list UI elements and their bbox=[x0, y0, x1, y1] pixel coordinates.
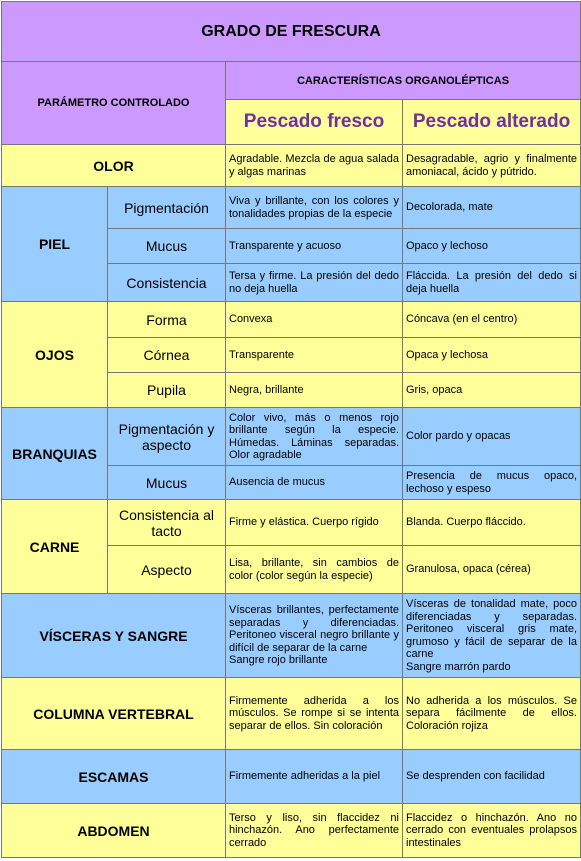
table-title: GRADO DE FRESCURA bbox=[2, 2, 581, 62]
cell-altered: Blanda. Cuerpo fláccido. bbox=[403, 500, 581, 546]
cell-altered: Fláccida. La presión del dedo si deja huella bbox=[403, 264, 581, 302]
cell-fresh: Convexa bbox=[226, 302, 403, 338]
table-row bbox=[2, 302, 581, 338]
cell-altered: Vísceras de tonalidad mate, poco diferenciadas y separadas. Peritoneo visceral gris mate, grumoso y fácil de separar de la carne Sangre marrón pardo bbox=[403, 594, 581, 678]
cell-altered: Granulosa, opaca (cérea) bbox=[403, 546, 581, 594]
cell-fresh: Terso y liso, sin flaccidez ni hinchazón. Ano perfectamente cerrado bbox=[226, 804, 403, 858]
cell-fresh: Transparente bbox=[226, 338, 403, 373]
subparam-pigmentacion: Pigmentación bbox=[108, 187, 226, 229]
cell-altered: Decolorada, mate bbox=[403, 187, 581, 229]
param-carne: CARNE bbox=[2, 500, 108, 594]
cell-altered: Presencia de mucus opaco, lechoso y espeso bbox=[403, 466, 581, 500]
param-columna-vertebral: COLUMNA VERTEBRAL bbox=[2, 678, 226, 750]
param-escamas: ESCAMAS bbox=[2, 750, 226, 804]
cell-fresh: Transparente y acuoso bbox=[226, 229, 403, 264]
cell-fresh: Vísceras brillantes, perfectamente separadas y diferenciadas. Peritoneo visceral negro brillante y difícil de separar de la carne Sangre rojo brillante bbox=[226, 594, 403, 678]
table-row bbox=[2, 408, 581, 466]
table-row bbox=[2, 678, 581, 750]
param-olor: OLOR bbox=[2, 145, 226, 187]
cell-fresh: Negra, brillante bbox=[226, 373, 403, 408]
table-row bbox=[2, 145, 581, 187]
table-row bbox=[2, 750, 581, 804]
cell-fresh: Agradable. Mezcla de agua salada y algas marinas bbox=[226, 145, 403, 187]
header-pescado-fresco: Pescado fresco bbox=[226, 100, 403, 145]
header-caracteristicas: CARACTERÍSTICAS ORGANOLÉPTICAS bbox=[226, 62, 581, 100]
cell-altered: Opaca y lechosa bbox=[403, 338, 581, 373]
subparam-forma: Forma bbox=[108, 302, 226, 338]
cell-altered: Desagradable, agrio y finalmente amoniacal, ácido y pútrido. bbox=[403, 145, 581, 187]
table-row bbox=[2, 804, 581, 858]
subparam-pigmentacion-aspecto: Pigmentación y aspecto bbox=[108, 408, 226, 466]
cell-fresh: Firmemente adheridas a la piel bbox=[226, 750, 403, 804]
header-parametro: PARÁMETRO CONTROLADO bbox=[2, 62, 226, 145]
cell-altered: Gris, opaca bbox=[403, 373, 581, 408]
header-pescado-alterado: Pescado alterado bbox=[403, 100, 581, 145]
subparam-pupila: Pupila bbox=[108, 373, 226, 408]
param-abdomen: ABDOMEN bbox=[2, 804, 226, 858]
cell-altered: Flaccidez o hinchazón. Ano no cerrado con eventuales prolapsos intestinales bbox=[403, 804, 581, 858]
table-row bbox=[2, 187, 581, 229]
cell-fresh: Ausencia de mucus bbox=[226, 466, 403, 500]
subparam-consistencia-tacto: Consistencia al tacto bbox=[108, 500, 226, 546]
cell-altered: Color pardo y opacas bbox=[403, 408, 581, 466]
subparam-consistencia: Consistencia bbox=[108, 264, 226, 302]
cell-fresh: Firmemente adherida a los músculos. Se rompe si se intenta separar de ellos. Sin coloración bbox=[226, 678, 403, 750]
cell-altered: Se desprenden con facilidad bbox=[403, 750, 581, 804]
subparam-aspecto: Aspecto bbox=[108, 546, 226, 594]
cell-fresh: Lisa, brillante, sin cambios de color (color según la especie) bbox=[226, 546, 403, 594]
cell-altered: Opaco y lechoso bbox=[403, 229, 581, 264]
param-ojos: OJOS bbox=[2, 302, 108, 408]
subparam-mucus: Mucus bbox=[108, 466, 226, 500]
cell-fresh: Viva y brillante, con los colores y tonalidades propias de la especie bbox=[226, 187, 403, 229]
param-visceras: VÍSCERAS Y SANGRE bbox=[2, 594, 226, 678]
cell-fresh: Tersa y firme. La presión del dedo no deja huella bbox=[226, 264, 403, 302]
subparam-cornea: Córnea bbox=[108, 338, 226, 373]
table-row bbox=[2, 594, 581, 678]
cell-altered: Cóncava (en el centro) bbox=[403, 302, 581, 338]
freshness-table bbox=[1, 1, 581, 858]
cell-altered: No adherida a los músculos. Se separa fácilmente de ellos. Coloración rojiza bbox=[403, 678, 581, 750]
table-row bbox=[2, 500, 581, 546]
subparam-mucus: Mucus bbox=[108, 229, 226, 264]
param-branquias: BRANQUIAS bbox=[2, 408, 108, 500]
cell-fresh: Firme y elástica. Cuerpo rígido bbox=[226, 500, 403, 546]
cell-fresh: Color vivo, más o menos rojo brillante según la especie. Húmedas. Láminas separadas. Olor agradable bbox=[226, 408, 403, 466]
param-piel: PIEL bbox=[2, 187, 108, 302]
